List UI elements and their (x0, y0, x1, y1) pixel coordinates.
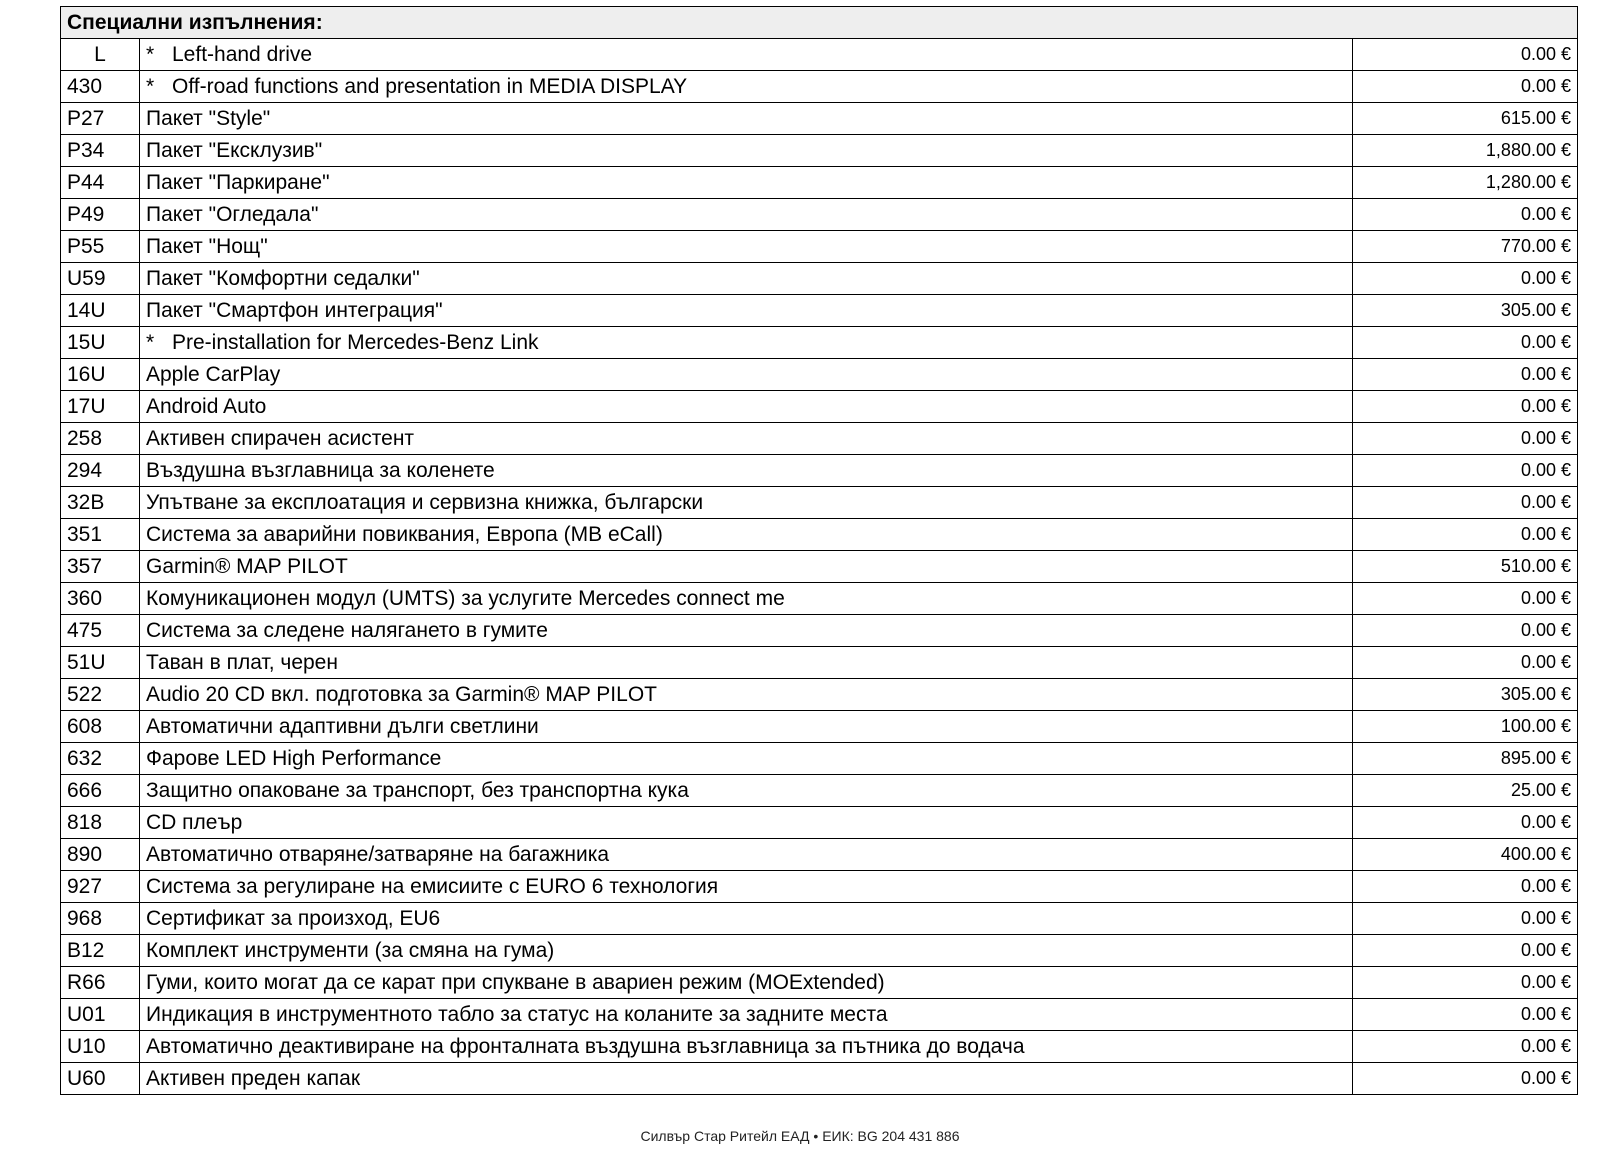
table-row (61, 39, 1578, 71)
option-code: P49 (61, 199, 140, 231)
asterisk-marker: * (146, 74, 155, 98)
option-description-cell (140, 743, 1353, 775)
option-price: 305.00 € (1353, 679, 1578, 711)
table-row (61, 199, 1578, 231)
option-price: 0.00 € (1353, 1063, 1578, 1095)
option-description: Пакет "Ексклузив" (146, 138, 323, 162)
option-description-cell (140, 711, 1353, 743)
option-code: 927 (61, 871, 140, 903)
company-footer: Силвър Стар Ритейл ЕАД • ЕИК: BG 204 431 886 (640, 1128, 960, 1144)
option-description: Активен преден капак (146, 1066, 361, 1090)
option-description-cell (140, 871, 1353, 903)
option-price: 0.00 € (1353, 967, 1578, 999)
option-code: P55 (61, 231, 140, 263)
option-code: 475 (61, 615, 140, 647)
table-row (61, 295, 1578, 327)
option-code: 294 (61, 455, 140, 487)
table-row (61, 455, 1578, 487)
table-row (61, 391, 1578, 423)
option-price: 0.00 € (1353, 519, 1578, 551)
table-row (61, 583, 1578, 615)
option-description: Система за следене налягането в гумите (146, 618, 548, 642)
table-row (61, 807, 1578, 839)
option-description-cell (140, 903, 1353, 935)
option-description: Пакет "Огледала" (146, 202, 319, 226)
asterisk-marker: * (146, 330, 155, 354)
option-price: 1,280.00 € (1353, 167, 1578, 199)
table-row (61, 167, 1578, 199)
option-price: 0.00 € (1353, 71, 1578, 103)
option-code: 17U (61, 391, 140, 423)
option-description-cell (140, 807, 1353, 839)
option-description-cell (140, 999, 1353, 1031)
table-row (61, 551, 1578, 583)
option-price: 0.00 € (1353, 487, 1578, 519)
option-price: 0.00 € (1353, 807, 1578, 839)
option-description-cell (140, 551, 1353, 583)
option-description: Left-hand drive (172, 42, 313, 66)
option-description: Фарове LED High Performance (146, 746, 442, 770)
option-price: 100.00 € (1353, 711, 1578, 743)
option-description-cell (140, 263, 1353, 295)
option-description-cell (140, 327, 1353, 359)
option-description: Apple CarPlay (146, 362, 281, 386)
option-description: Пакет "Паркиране" (146, 170, 330, 194)
option-price: 0.00 € (1353, 199, 1578, 231)
option-description-cell (140, 775, 1353, 807)
option-description-cell (140, 1031, 1353, 1063)
option-description: Упътване за експлоатация и сервизна книжка, български (146, 490, 704, 514)
option-price: 25.00 € (1353, 775, 1578, 807)
option-code: 890 (61, 839, 140, 871)
option-description-cell (140, 231, 1353, 263)
option-price: 0.00 € (1353, 647, 1578, 679)
option-description: Pre-installation for Mercedes-Benz Link (172, 330, 539, 354)
option-code: 357 (61, 551, 140, 583)
option-description-cell (140, 391, 1353, 423)
option-code: 818 (61, 807, 140, 839)
table-row (61, 359, 1578, 391)
option-price: 0.00 € (1353, 871, 1578, 903)
option-description: Гуми, които могат да се карат при спукване в авариен режим (MOExtended) (146, 970, 885, 994)
options-sheet (60, 6, 1577, 1095)
table-row (61, 775, 1578, 807)
option-price: 0.00 € (1353, 935, 1578, 967)
table-row (61, 647, 1578, 679)
option-price: 0.00 € (1353, 327, 1578, 359)
option-description: Android Auto (146, 394, 267, 418)
table-row (61, 935, 1578, 967)
option-code: 522 (61, 679, 140, 711)
option-code: U60 (61, 1063, 140, 1095)
option-description: Автоматично отваряне/затваряне на багажника (146, 842, 610, 866)
option-description-cell (140, 1063, 1353, 1095)
option-description: Система за регулиране на емисиите с EURO 6 технология (146, 874, 719, 898)
table-row (61, 135, 1578, 167)
option-description-cell (140, 455, 1353, 487)
option-code: 32B (61, 487, 140, 519)
option-price: 0.00 € (1353, 1031, 1578, 1063)
table-row (61, 871, 1578, 903)
option-description: Система за аварийни повиквания, Европа (MB eCall) (146, 522, 663, 546)
table-row (61, 967, 1578, 999)
table-row (61, 519, 1578, 551)
option-description: Пакет "Смартфон интеграция" (146, 298, 443, 322)
option-code: 968 (61, 903, 140, 935)
option-code: 51U (61, 647, 140, 679)
option-description-cell (140, 583, 1353, 615)
section-title: Специални изпълнения: (61, 7, 1578, 39)
option-price: 0.00 € (1353, 999, 1578, 1031)
option-description-cell (140, 135, 1353, 167)
option-description-cell (140, 615, 1353, 647)
option-description: Въздушна възглавница за коленете (146, 458, 495, 482)
option-description-cell (140, 519, 1353, 551)
table-row (61, 71, 1578, 103)
option-code: 15U (61, 327, 140, 359)
option-price: 0.00 € (1353, 263, 1578, 295)
option-code: 14U (61, 295, 140, 327)
option-price: 0.00 € (1353, 391, 1578, 423)
options-rows (61, 39, 1578, 1095)
table-row (61, 423, 1578, 455)
option-description-cell (140, 359, 1353, 391)
option-description: Пакет "Нощ" (146, 234, 268, 258)
option-code: U59 (61, 263, 140, 295)
option-description: Пакет "Комфортни седалки" (146, 266, 420, 290)
option-description: Сертификат за произход, EU6 (146, 906, 441, 930)
table-row (61, 615, 1578, 647)
option-description-cell (140, 167, 1353, 199)
option-description-cell (140, 967, 1353, 999)
option-description: Автоматични адаптивни дълги светлини (146, 714, 539, 738)
table-row (61, 999, 1578, 1031)
option-price: 0.00 € (1353, 615, 1578, 647)
asterisk-marker: * (146, 42, 155, 66)
option-price: 0.00 € (1353, 423, 1578, 455)
option-code: U01 (61, 999, 140, 1031)
option-price: 305.00 € (1353, 295, 1578, 327)
option-description: Garmin® MAP PILOT (146, 554, 348, 578)
option-code: 632 (61, 743, 140, 775)
option-description-cell (140, 935, 1353, 967)
option-description: Индикация в инструментното табло за статус на коланите за задните места (146, 1002, 888, 1026)
option-code: L (61, 39, 140, 71)
option-code: 16U (61, 359, 140, 391)
option-description-cell (140, 679, 1353, 711)
table-row (61, 679, 1578, 711)
option-description-cell (140, 39, 1353, 71)
table-row (61, 327, 1578, 359)
table-row (61, 839, 1578, 871)
table-row (61, 1031, 1578, 1063)
option-description: Комплект инструменти (за смяна на гума) (146, 938, 555, 962)
option-description: Off-road functions and presentation in MEDIA DISPLAY (172, 74, 688, 98)
option-description-cell (140, 103, 1353, 135)
table-row (61, 103, 1578, 135)
option-price: 0.00 € (1353, 39, 1578, 71)
special-options-table (60, 6, 1578, 1095)
option-code: P27 (61, 103, 140, 135)
option-description-cell (140, 839, 1353, 871)
option-description-cell (140, 423, 1353, 455)
option-description: Таван в плат, черен (146, 650, 338, 674)
option-description-cell (140, 295, 1353, 327)
option-price: 895.00 € (1353, 743, 1578, 775)
option-code: B12 (61, 935, 140, 967)
option-description: Автоматично деактивиране на фронталната въздушна възглавница за пътника до водача (146, 1034, 1025, 1058)
option-code: 351 (61, 519, 140, 551)
option-code: R66 (61, 967, 140, 999)
section-header-row (61, 7, 1578, 39)
option-price: 0.00 € (1353, 903, 1578, 935)
option-description: Активен спирачен асистент (146, 426, 415, 450)
table-row (61, 1063, 1578, 1095)
table-row (61, 231, 1578, 263)
option-price: 0.00 € (1353, 359, 1578, 391)
option-description: Защитно опаковане за транспорт, без транспортна кука (146, 778, 689, 802)
option-price: 400.00 € (1353, 839, 1578, 871)
option-price: 1,880.00 € (1353, 135, 1578, 167)
option-description: Audio 20 CD вкл. подготовка за Garmin® MAP PILOT (146, 682, 657, 706)
option-description-cell (140, 487, 1353, 519)
option-code: U10 (61, 1031, 140, 1063)
table-row (61, 487, 1578, 519)
table-row (61, 743, 1578, 775)
option-price: 0.00 € (1353, 455, 1578, 487)
option-description-cell (140, 647, 1353, 679)
option-price: 615.00 € (1353, 103, 1578, 135)
option-code: 430 (61, 71, 140, 103)
option-description: Пакет "Style" (146, 106, 271, 130)
table-row (61, 903, 1578, 935)
option-price: 770.00 € (1353, 231, 1578, 263)
table-row (61, 263, 1578, 295)
option-code: P44 (61, 167, 140, 199)
option-code: P34 (61, 135, 140, 167)
option-price: 0.00 € (1353, 583, 1578, 615)
option-code: 258 (61, 423, 140, 455)
option-description-cell (140, 199, 1353, 231)
option-price: 510.00 € (1353, 551, 1578, 583)
table-row (61, 711, 1578, 743)
option-code: 666 (61, 775, 140, 807)
option-code: 608 (61, 711, 140, 743)
option-description: Комуникационен модул (UMTS) за услугите Mercedes connect me (146, 586, 785, 610)
option-description-cell (140, 71, 1353, 103)
option-code: 360 (61, 583, 140, 615)
option-description: CD плеър (146, 810, 243, 834)
